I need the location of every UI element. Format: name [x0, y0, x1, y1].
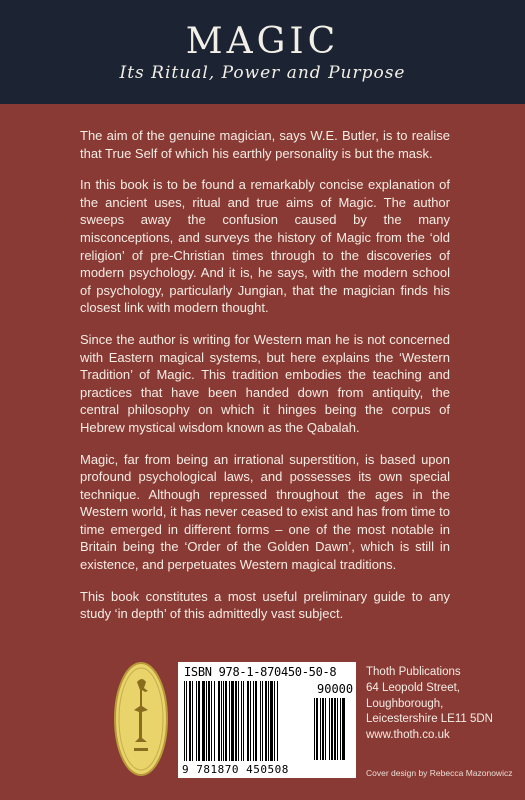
book-subtitle: Its Ritual, Power and Purpose: [119, 63, 406, 83]
barcode-bars: [184, 681, 309, 761]
publisher-website[interactable]: www.thoth.co.uk: [366, 729, 450, 742]
barcode-bar: [345, 698, 346, 760]
blurb-paragraph: This book constitutes a most useful preliminary guide to any study ‘in depth’ of this admittedly vast subject.: [80, 588, 450, 622]
publisher-county: Leicestershire LE11 5DN: [366, 713, 493, 726]
book-title: MAGIC: [185, 21, 340, 62]
header-band: [0, 0, 525, 104]
barcode-bar: [278, 681, 279, 761]
blurb-paragraph: In this book is to be found a remarkably concise explanation of the ancient uses, ritual and true aims of Magic. The author sweeps away the confusion caused by the many misconceptions, and surveys the history of Magic from the ‘old religion’ of pre-Christian times through to the discoveries of modern psychology. And it is, he says, with the modern school of psychology, particularly Jungian, that the magician finds his closest link with modern thought.: [80, 177, 450, 316]
isbn-barcode: [178, 662, 356, 778]
cover-design-credit: Cover design by Rebecca Mazonowicz: [366, 768, 513, 778]
publisher-street: 64 Leopold Street,: [366, 681, 460, 694]
blurb: [80, 127, 450, 637]
isbn-label: ISBN 978-1-870450-50-8: [184, 665, 337, 679]
barcode-number: 9 781870 450508: [182, 763, 289, 776]
blurb-paragraph: Since the author is writing for Western man he is not concerned with Eastern magical systems, but here explains the ‘Western Tradition’ of Magic. This tradition embodies the teaching and practices that have been handed down from antiquity, the central philosophy on which it hinges being the corpus of Hebrew mystical wisdom known as the Qabalah.: [80, 331, 450, 435]
publisher-name: Thoth Publications: [366, 666, 461, 678]
barcode-addon-bars: [314, 698, 350, 760]
blurb-paragraph: The aim of the genuine magician, says W.E. Butler, is to realise that True Self of which his earthly personality is but the mask.: [80, 128, 450, 161]
publisher-address: [366, 665, 493, 744]
publisher-town: Loughborough,: [366, 697, 444, 710]
thoth-ibis-icon: [112, 660, 170, 778]
blurb-paragraph: Magic, far from being an irrational superstition, is based upon profound psychological laws, and possesses its own special technique. Although repressed throughout the ages in the Western world, it has never ceased to exist and has from time to time emerged in different forms – one of the most notable in Britain being the ‘Order of the Golden Dawn’, which is still in existence, and perpetuates Western magical traditions.: [80, 451, 450, 573]
price-code: 90000: [317, 682, 354, 696]
